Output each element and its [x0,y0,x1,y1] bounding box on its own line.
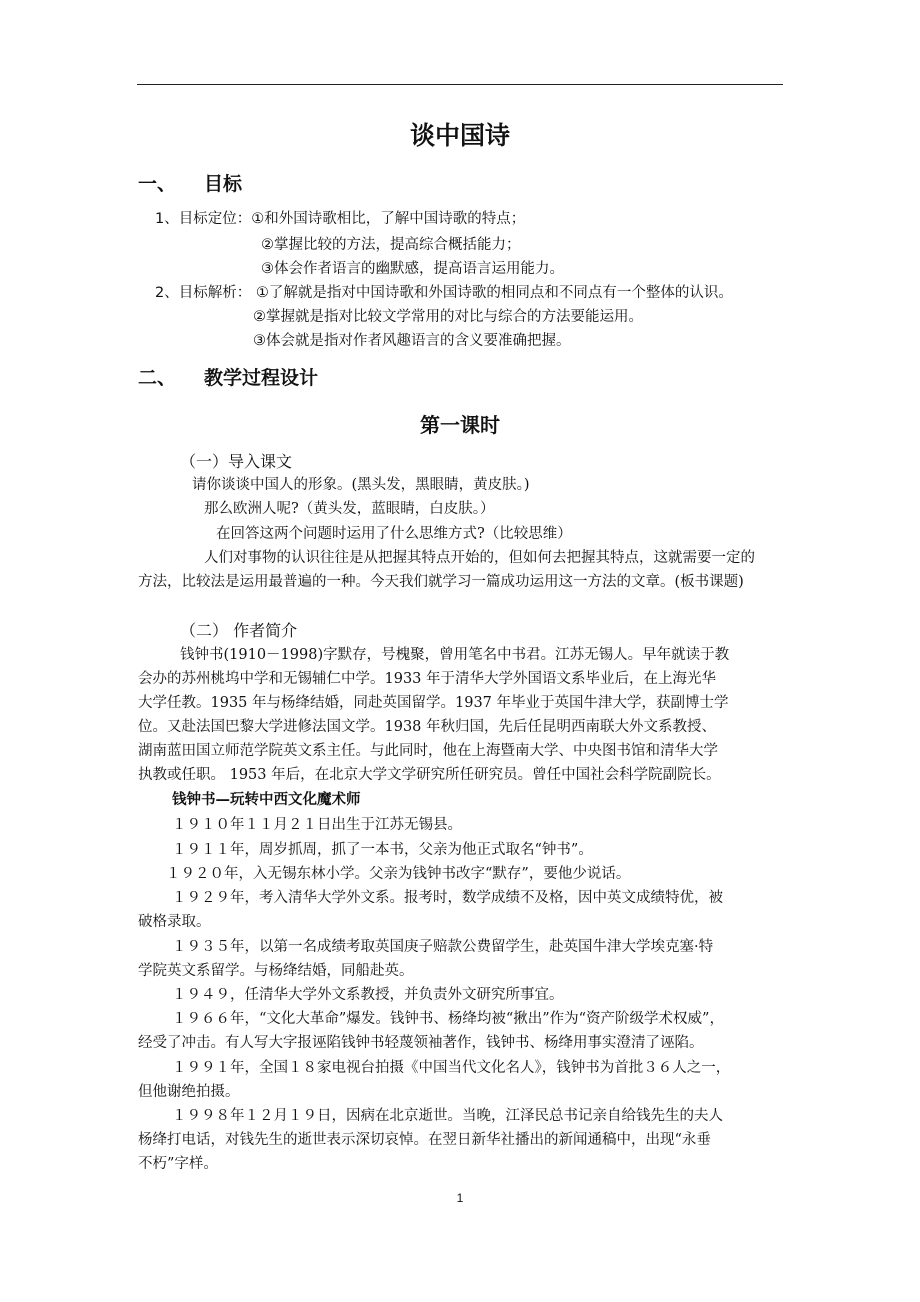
section-2-heading [138,365,318,391]
timeline-subheading: 钱钟书—玩转中西文化魔术师 [172,792,361,808]
timeline-line: １９４９，任清华大学外文系教授，并负责外文研究所事宜。 [172,987,564,1003]
timeline-line: １９２０年，入无锡东林小学。父亲为钱钟书改字“默存”，要他少说话。 [166,866,631,882]
section-2-title: 教学过程设计 [204,367,319,389]
bio-line: 湖南蓝田国立师范学院英文系主任。与此同时，他在上海暨南大学、中央图书馆和清华大学 [138,743,718,759]
intro-line: 请你谈谈中国人的形象。(黑头发，黑眼睛，黄皮肤。) [192,477,530,493]
intro-line: 在回答这两个问题时运用了什么思维方式?（比较思维） [216,526,572,542]
bio-line: 位。又赴法国巴黎大学进修法国文学。1938 年秋归国，先后任昆明西南联大外文系教授、 [138,719,717,735]
goal-line: 2、目标解析： ①了解就是指对中国诗歌和外国诗歌的相同点和不同点有一个整体的认识。 [155,285,733,301]
timeline-line: １９１１年，周岁抓周，抓了一本书，父亲为他正式取名“钟书”。 [172,842,593,858]
section-1-title: 目标 [204,173,243,195]
lesson-title: 第一课时 [420,413,500,437]
goal-line: ③体会作者语言的幽默感，提高语言运用能力。 [261,261,564,277]
page-number: 1 [456,1191,464,1205]
goal-line: ③体会就是指对作者风趣语言的含义要准确把握。 [253,333,571,349]
goal-line: 1、目标定位：①和外国诗歌相比，了解中国诗歌的特点； [155,211,526,227]
bio-line: 大学任教。1935 年与杨绛结婚，同赴英国留学。1937 年毕业于英国牛津大学，获副博士学 [138,695,729,711]
document-title: 谈中国诗 [409,121,510,150]
timeline-line: １９９１年，全国１８家电视台拍摄《中国当代文化名人》，钱钟书为首批３６人之一， [172,1060,731,1076]
timeline-line: １９２９年，考入清华大学外文系。报考时，数学成绩不及格，因中英文成绩特优，被 [172,890,723,906]
part-1-heading: （一）导入课文 [180,452,293,471]
timeline-line: １９９８年１２月１９日，因病在北京逝世。当晚，江泽民总书记亲自给钱先生的夫人 [172,1108,723,1124]
part-2-heading: （二） 作者简介 [180,621,298,640]
header-rule [137,84,783,85]
intro-line: 那么欧洲人呢?（黄头发，蓝眼睛，白皮肤。） [204,501,495,517]
timeline-line: 破格录取。 [138,914,211,930]
timeline-line: 学院英文系留学。与杨绛结婚，同船赴英。 [138,963,414,979]
timeline-line: 杨绛打电话，对钱先生的逝世表示深切哀悼。在翌日新华社播出的新闻通稿中，出现“永垂 [138,1132,711,1148]
intro-line: 方法，比较法是运用最普遍的一种。今天我们就学习一篇成功运用这一方法的文章。(板书课题) [138,574,744,590]
section-2-number: 二、 [138,367,177,389]
bio-line: 会办的苏州桃坞中学和无锡辅仁中学。1933 年于清华大学外国语文系毕业后，在上海光华 [138,671,717,687]
section-1-number: 一、 [138,173,177,195]
timeline-line: 但他谢绝拍摄。 [138,1084,240,1100]
goal-line: ②掌握比较的方法，提高综合概括能力； [261,237,521,253]
timeline-line: １９１０年１１月２１日出生于江苏无锡县。 [172,817,462,833]
timeline-line: 不朽”字样。 [138,1156,218,1172]
section-1-heading [138,171,242,197]
timeline-line: １９６６年，“文化大革命”爆发。钱钟书、杨绛均被“揪出”作为“资产阶级学术权威”， [172,1011,724,1027]
intro-line: 人们对事物的认识往往是从把握其特点开始的，但如何去把握其特点，这就需要一定的 [204,550,755,566]
timeline-line: １９３５年，以第一名成绩考取英国庚子赔款公费留学生，赴英国牛津大学埃克塞·特 [172,939,714,955]
bio-line: 执教或任职。 1953 年后，在北京大学文学研究所任研究员。曾任中国社会科学院副院长。 [138,767,721,783]
timeline-line: 经受了冲击。有人写大字报诬陷钱钟书轻蔑领袖著作，钱钟书、杨绛用事实澄清了诬陷。 [138,1035,704,1051]
bio-line: 钱钟书(1910－1998)字默存，号槐聚，曾用笔名中书君。江苏无锡人。早年就读于教 [180,647,730,663]
goal-line: ②掌握就是指对比较文学常用的对比与综合的方法要能运用。 [253,309,643,325]
